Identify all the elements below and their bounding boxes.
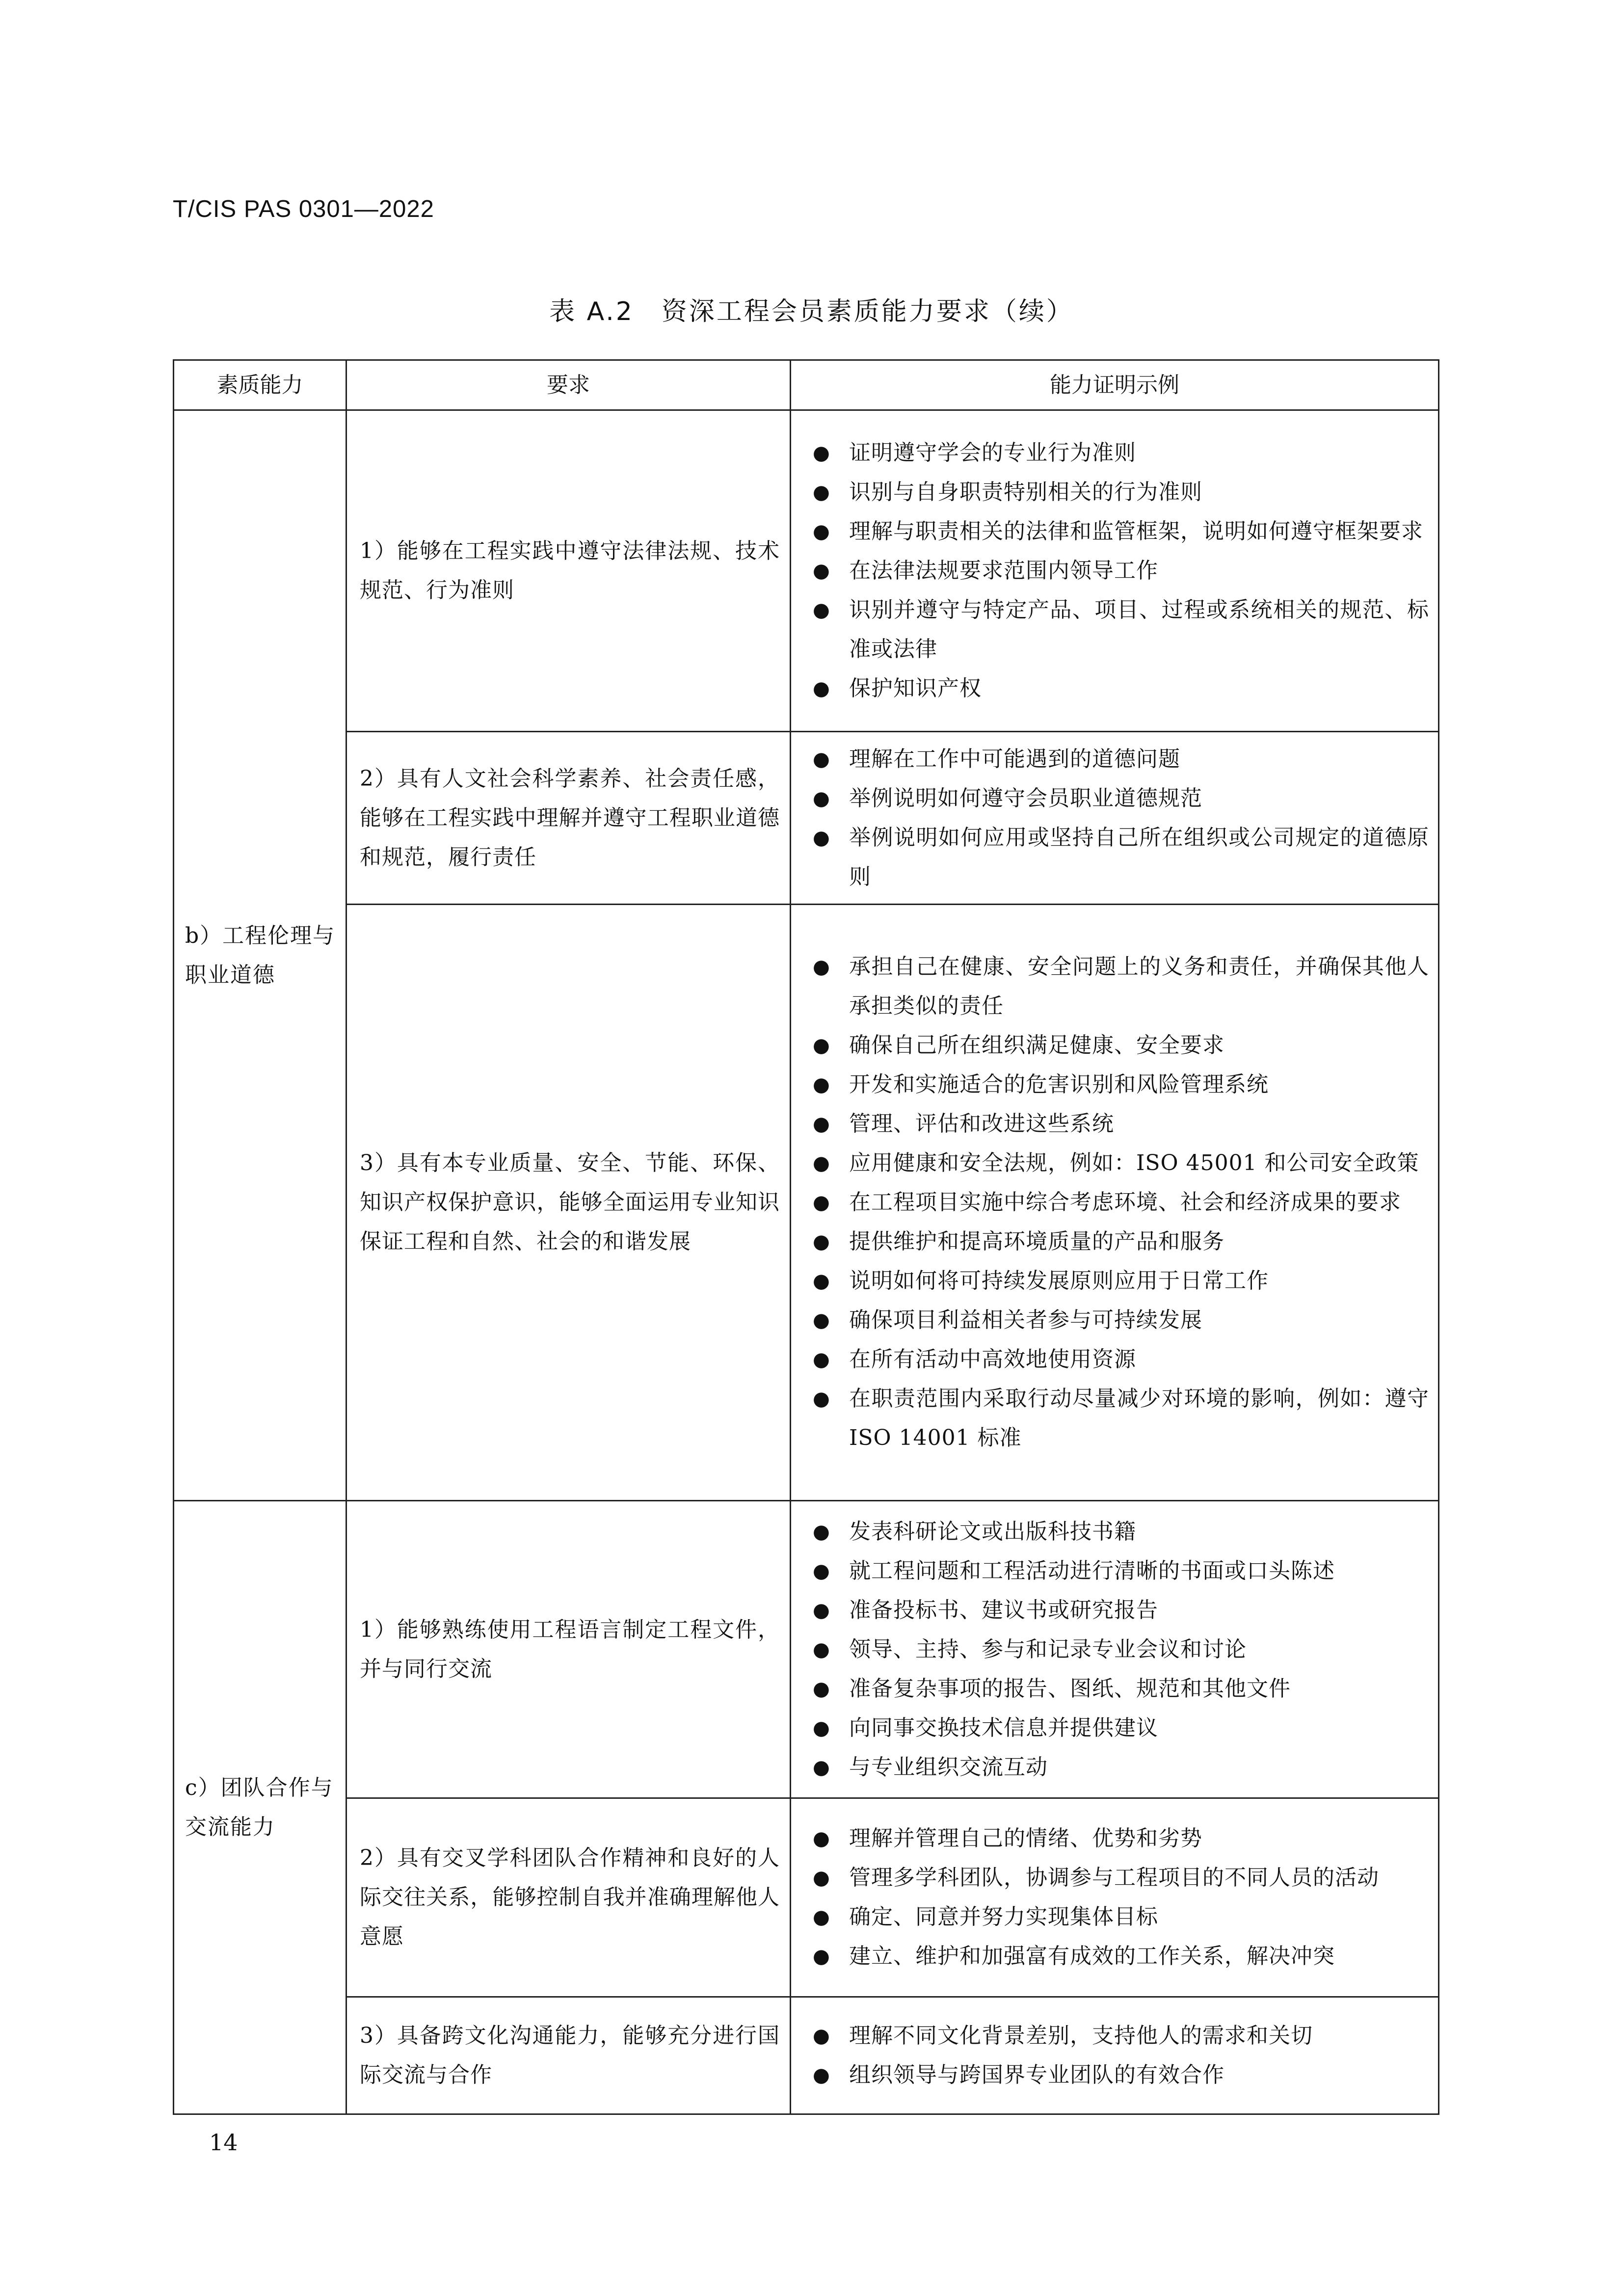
evidence-item: ● 提供维护和提高环境质量的产品和服务 — [802, 1222, 1429, 1261]
evidence-item: ● 说明如何将可持续发展原则应用于日常工作 — [802, 1261, 1429, 1301]
bullet-icon: ● — [813, 442, 830, 464]
requirement-cell: 1）能够熟练使用工程语言制定工程文件，并与同行交流 — [346, 1501, 791, 1798]
bullet-icon: ● — [813, 748, 830, 771]
bullet-icon: ● — [813, 1270, 830, 1292]
evidence-item: ● 向同事交换技术信息并提供建议 — [802, 1709, 1429, 1748]
evidence-item: ● 与专业组织交流互动 — [802, 1748, 1429, 1787]
column-header-capability: 素质能力 — [174, 360, 346, 410]
evidence-cell — [791, 905, 1439, 1501]
evidence-list — [802, 433, 1429, 708]
evidence-cell — [791, 1997, 1439, 2114]
bullet-icon: ● — [813, 1152, 830, 1175]
requirement-cell: 2）具有交叉学科团队合作精神和良好的人际交往关系，能够控制自我并准确理解他人意愿 — [346, 1798, 791, 1997]
evidence-item: ● 理解与职责相关的法律和监管框架，说明如何遵守框架要求 — [802, 512, 1429, 551]
evidence-item: ● 在工程项目实施中综合考虑环境、社会和经济成果的要求 — [802, 1183, 1429, 1222]
requirement-cell: 3）具备跨文化沟通能力，能够充分进行国际交流与合作 — [346, 1997, 791, 2114]
evidence-item: ● 确定、同意并努力实现集体目标 — [802, 1897, 1429, 1937]
bullet-icon: ● — [813, 1906, 830, 1928]
evidence-item: ● 识别并遵守与特定产品、项目、过程或系统相关的规范、标准或法律 — [802, 590, 1429, 669]
bullet-icon: ● — [813, 956, 830, 978]
evidence-list — [802, 2016, 1429, 2095]
evidence-item: ● 在法律法规要求范围内领导工作 — [802, 551, 1429, 590]
requirement-cell: 3）具有本专业质量、安全、节能、环保、知识产权保护意识，能够全面运用专业知识保证工程和自然、社会的和谐发展 — [346, 905, 791, 1501]
bullet-icon: ● — [813, 1716, 830, 1739]
bullet-icon: ● — [813, 2025, 830, 2047]
evidence-item: ● 领导、主持、参与和记录专业会议和讨论 — [802, 1630, 1429, 1669]
evidence-item: ● 理解在工作中可能遇到的道德问题 — [802, 740, 1429, 779]
requirement-cell: 2）具有人文社会科学素养、社会责任感，能够在工程实践中理解并遵守工程职业道德和规范，履行责任 — [346, 732, 791, 905]
bullet-icon: ● — [813, 560, 830, 582]
column-header-evidence: 能力证明示例 — [791, 360, 1439, 410]
bullet-icon: ● — [813, 1348, 830, 1371]
bullet-icon: ● — [813, 677, 830, 700]
evidence-item: ● 在所有活动中高效地使用资源 — [802, 1340, 1429, 1379]
bullet-icon: ● — [813, 1388, 830, 1410]
bullet-icon: ● — [813, 1638, 830, 1661]
evidence-item: ● 开发和实施适合的危害识别和风险管理系统 — [802, 1065, 1429, 1104]
table-row — [174, 1798, 1439, 1997]
capability-cell: c）团队合作与交流能力 — [174, 1501, 346, 2114]
bullet-icon: ● — [813, 826, 830, 849]
table-row — [174, 732, 1439, 905]
evidence-item: ● 确保项目利益相关者参与可持续发展 — [802, 1301, 1429, 1340]
bullet-icon: ● — [813, 787, 830, 810]
requirements-table — [173, 359, 1439, 2115]
evidence-item: ● 管理多学科团队，协调参与工程项目的不同人员的活动 — [802, 1858, 1429, 1897]
bullet-icon: ● — [813, 1073, 830, 1096]
evidence-item: ● 组织领导与跨国界专业团队的有效合作 — [802, 2056, 1429, 2095]
evidence-item: ● 建立、维护和加强富有成效的工作关系，解决冲突 — [802, 1937, 1429, 1976]
table-row — [174, 1501, 1439, 1798]
table-row — [174, 1997, 1439, 2114]
evidence-list — [802, 1512, 1429, 1787]
evidence-item: ● 准备复杂事项的报告、图纸、规范和其他文件 — [802, 1669, 1429, 1709]
bullet-icon: ● — [813, 1520, 830, 1543]
evidence-cell — [791, 1501, 1439, 1798]
evidence-cell — [791, 410, 1439, 732]
evidence-list — [802, 1819, 1429, 1976]
evidence-item: ● 就工程问题和工程活动进行清晰的书面或口头陈述 — [802, 1551, 1429, 1591]
evidence-item: ● 发表科研论文或出版科技书籍 — [802, 1512, 1429, 1551]
bullet-icon: ● — [813, 599, 830, 621]
bullet-icon: ● — [813, 2064, 830, 2086]
table-body — [174, 410, 1439, 2114]
evidence-item: ● 确保自己所在组织满足健康、安全要求 — [802, 1026, 1429, 1065]
table-caption: 表 A.2 资深工程会员素质能力要求（续） — [549, 297, 1074, 326]
capability-cell: b）工程伦理与职业道德 — [174, 410, 346, 1501]
page-number: 14 — [209, 2129, 238, 2156]
evidence-item: ● 理解并管理自己的情绪、优势和劣势 — [802, 1819, 1429, 1858]
evidence-item: ● 证明遵守学会的专业行为准则 — [802, 433, 1429, 473]
evidence-item: ● 理解不同文化背景差别，支持他人的需求和关切 — [802, 2016, 1429, 2056]
bullet-icon: ● — [813, 1677, 830, 1700]
evidence-item: ● 在职责范围内采取行动尽量减少对环境的影响，例如：遵守 ISO 14001 标准 — [802, 1379, 1429, 1458]
table-row — [174, 905, 1439, 1501]
evidence-list — [802, 947, 1429, 1458]
evidence-item: ● 承担自己在健康、安全问题上的义务和责任，并确保其他人承担类似的责任 — [802, 947, 1429, 1026]
bullet-icon: ● — [813, 1867, 830, 1889]
evidence-cell — [791, 732, 1439, 905]
table-row — [174, 410, 1439, 732]
bullet-icon: ● — [813, 520, 830, 543]
evidence-item: ● 应用健康和安全法规，例如：ISO 45001 和公司安全政策 — [802, 1144, 1429, 1183]
evidence-item: ● 识别与自身职责特别相关的行为准则 — [802, 473, 1429, 512]
document-code: T/CIS PAS 0301—2022 — [173, 196, 434, 222]
evidence-list — [802, 740, 1429, 897]
table-header-row — [174, 360, 1439, 410]
bullet-icon: ● — [813, 481, 830, 504]
bullet-icon: ● — [813, 1559, 830, 1582]
bullet-icon: ● — [813, 1034, 830, 1057]
bullet-icon: ● — [813, 1756, 830, 1779]
bullet-icon: ● — [813, 1230, 830, 1253]
bullet-icon: ● — [813, 1599, 830, 1622]
evidence-item: ● 准备投标书、建议书或研究报告 — [802, 1591, 1429, 1630]
column-header-requirement: 要求 — [346, 360, 791, 410]
requirement-cell: 1）能够在工程实践中遵守法律法规、技术规范、行为准则 — [346, 410, 791, 732]
evidence-item: ● 举例说明如何应用或坚持自己所在组织或公司规定的道德原则 — [802, 818, 1429, 897]
evidence-cell — [791, 1798, 1439, 1997]
bullet-icon: ● — [813, 1309, 830, 1332]
bullet-icon: ● — [813, 1113, 830, 1135]
bullet-icon: ● — [813, 1191, 830, 1214]
evidence-item: ● 管理、评估和改进这些系统 — [802, 1104, 1429, 1144]
bullet-icon: ● — [813, 1945, 830, 1968]
bullet-icon: ● — [813, 1827, 830, 1850]
evidence-item: ● 举例说明如何遵守会员职业道德规范 — [802, 779, 1429, 818]
evidence-item: ● 保护知识产权 — [802, 669, 1429, 708]
